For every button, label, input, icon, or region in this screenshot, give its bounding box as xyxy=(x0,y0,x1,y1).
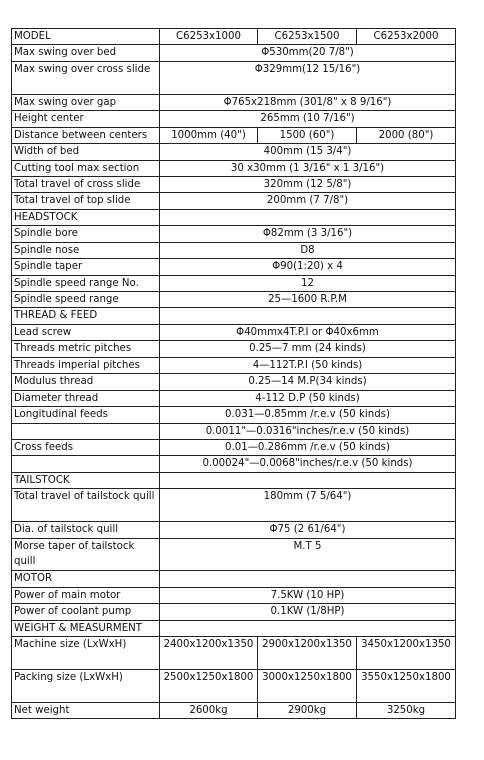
spec-row xyxy=(12,111,456,127)
spec-value: 12 xyxy=(160,275,456,291)
spec-value: 320mm (12 5/8") xyxy=(160,176,456,192)
spec-row xyxy=(12,587,456,603)
spec-model-value: 2400x1200x1350 xyxy=(160,637,258,670)
spec-value: Φ82mm (3 3/16") xyxy=(160,226,456,242)
spec-row xyxy=(12,176,456,192)
spec-label: Threads imperial pitches xyxy=(12,357,160,373)
spec-value: 200mm (7 7/8") xyxy=(160,193,456,209)
spec-model-value: C6253x1500 xyxy=(258,29,357,45)
spec-row xyxy=(12,242,456,258)
spec-label: Max swing over cross slide xyxy=(12,61,160,94)
spec-value: 0.0011"—0.0316"inches/r.e.v (50 kinds) xyxy=(160,423,456,439)
spec-value: 265mm (10 7/16") xyxy=(160,111,456,127)
spec-label: MODEL xyxy=(12,29,160,45)
spec-value: Φ329mm(12 15/16") xyxy=(160,61,456,94)
spec-model-value: 3000x1250x1800 xyxy=(258,670,357,703)
spec-label: Lead screw xyxy=(12,324,160,340)
spec-value: 7.5KW (10 HP) xyxy=(160,587,456,603)
section-header-row xyxy=(12,472,456,488)
spec-row xyxy=(12,357,456,373)
spec-model-value: 2000 (80") xyxy=(357,127,456,143)
spec-value xyxy=(160,620,456,636)
spec-value: 0.25—14 M.P(34 kinds) xyxy=(160,374,456,390)
spec-row xyxy=(12,374,456,390)
spec-model-value: 1500 (60") xyxy=(258,127,357,143)
spec-model-value: C6253x2000 xyxy=(357,29,456,45)
spec-label: Distance between centers xyxy=(12,127,160,143)
spec-value: 0.1KW (1/8HP) xyxy=(160,604,456,620)
spec-label: Max swing over bed xyxy=(12,45,160,61)
spec-model-value: C6253x1000 xyxy=(160,29,258,45)
spec-row xyxy=(12,423,456,439)
spec-table xyxy=(11,28,456,719)
spec-label xyxy=(12,456,160,472)
spec-label: Spindle taper xyxy=(12,259,160,275)
spec-value: 0.00024"—0.0068"inches/r.e.v (50 kinds) xyxy=(160,456,456,472)
spec-value: D8 xyxy=(160,242,456,258)
spec-row xyxy=(12,61,456,94)
spec-row xyxy=(12,439,456,455)
spec-model-value: 3450x1200x1350 xyxy=(357,637,456,670)
spec-value: Φ75 (2 61/64") xyxy=(160,522,456,538)
spec-row xyxy=(12,670,456,703)
spec-model-value: 2500x1250x1800 xyxy=(160,670,258,703)
spec-row xyxy=(12,637,456,670)
spec-value: Φ530mm(20 7/8") xyxy=(160,45,456,61)
spec-value xyxy=(160,209,456,225)
spec-value xyxy=(160,571,456,587)
spec-label: Packing size (LxWxH) xyxy=(12,670,160,703)
spec-model-value: 3250kg xyxy=(357,703,456,719)
spec-row xyxy=(12,45,456,61)
spec-row xyxy=(12,341,456,357)
spec-row xyxy=(12,259,456,275)
spec-row xyxy=(12,193,456,209)
spec-label: Width of bed xyxy=(12,144,160,160)
spec-label: Spindle speed range xyxy=(12,292,160,308)
spec-row xyxy=(12,407,456,423)
spec-row xyxy=(12,390,456,406)
section-header-row xyxy=(12,571,456,587)
spec-row xyxy=(12,489,456,522)
spec-label: Total travel of tailstock quill xyxy=(12,489,160,522)
spec-value: 30 x30mm (1 3/16" x 1 3/16") xyxy=(160,160,456,176)
spec-row xyxy=(12,522,456,538)
spec-row xyxy=(12,292,456,308)
section-title: WEIGHT & MEASURMENT xyxy=(12,620,160,636)
spec-value: 0.25—7 mm (24 kinds) xyxy=(160,341,456,357)
section-title: HEADSTOCK xyxy=(12,209,160,225)
spec-label: Net weight xyxy=(12,703,160,719)
spec-label: Cutting tool max section xyxy=(12,160,160,176)
spec-label xyxy=(12,423,160,439)
spec-label: Morse taper of tailstock quill xyxy=(12,538,160,571)
spec-row xyxy=(12,94,456,110)
spec-row xyxy=(12,127,456,143)
spec-value: Φ90(1:20) x 4 xyxy=(160,259,456,275)
spec-value xyxy=(160,308,456,324)
spec-label: Spindle bore xyxy=(12,226,160,242)
spec-label: Longitudinal feeds xyxy=(12,407,160,423)
section-header-row xyxy=(12,209,456,225)
spec-row xyxy=(12,160,456,176)
spec-label: Height center xyxy=(12,111,160,127)
section-title: THREAD & FEED xyxy=(12,308,160,324)
spec-value: 0.031—0.85mm /r.e.v (50 kinds) xyxy=(160,407,456,423)
spec-model-value: 2600kg xyxy=(160,703,258,719)
spec-row xyxy=(12,538,456,571)
spec-label: Total travel of top slide xyxy=(12,193,160,209)
spec-value xyxy=(160,472,456,488)
spec-value: 400mm (15 3/4") xyxy=(160,144,456,160)
spec-label: Cross feeds xyxy=(12,439,160,455)
spec-model-value: 2900kg xyxy=(258,703,357,719)
spec-row xyxy=(12,275,456,291)
spec-model-value: 1000mm (40") xyxy=(160,127,258,143)
spec-row xyxy=(12,144,456,160)
spec-row xyxy=(12,324,456,340)
spec-value: 0.01—0.286mm /r.e.v (50 kinds) xyxy=(160,439,456,455)
spec-value: M.T 5 xyxy=(160,538,456,571)
spec-label: Spindle speed range No. xyxy=(12,275,160,291)
spec-row xyxy=(12,604,456,620)
spec-label: Spindle nose xyxy=(12,242,160,258)
spec-label: Dia. of tailstock quill xyxy=(12,522,160,538)
spec-row xyxy=(12,703,456,719)
spec-value: Φ40mmx4T.P.I or Φ40x6mm xyxy=(160,324,456,340)
spec-label: Threads metric pitches xyxy=(12,341,160,357)
spec-value: Φ765x218mm (301/8" x 8 9/16") xyxy=(160,94,456,110)
spec-label: Total travel of cross slide xyxy=(12,176,160,192)
spec-value: 180mm (7 5/64") xyxy=(160,489,456,522)
section-header-row xyxy=(12,620,456,636)
spec-model-value: 3550x1250x1800 xyxy=(357,670,456,703)
spec-model-value: 2900x1200x1350 xyxy=(258,637,357,670)
section-title: TAILSTOCK xyxy=(12,472,160,488)
spec-row xyxy=(12,226,456,242)
spec-value: 4—112T.P.I (50 kinds) xyxy=(160,357,456,373)
spec-value: 25—1600 R.P.M xyxy=(160,292,456,308)
spec-row xyxy=(12,456,456,472)
spec-row xyxy=(12,29,456,45)
section-header-row xyxy=(12,308,456,324)
spec-label: Power of main motor xyxy=(12,587,160,603)
spec-label: Diameter thread xyxy=(12,390,160,406)
spec-value: 4-112 D.P (50 kinds) xyxy=(160,390,456,406)
spec-label: Max swing over gap xyxy=(12,94,160,110)
spec-label: Machine size (LxWxH) xyxy=(12,637,160,670)
spec-label: Power of coolant pump xyxy=(12,604,160,620)
section-title: MOTOR xyxy=(12,571,160,587)
spec-label: Modulus thread xyxy=(12,374,160,390)
